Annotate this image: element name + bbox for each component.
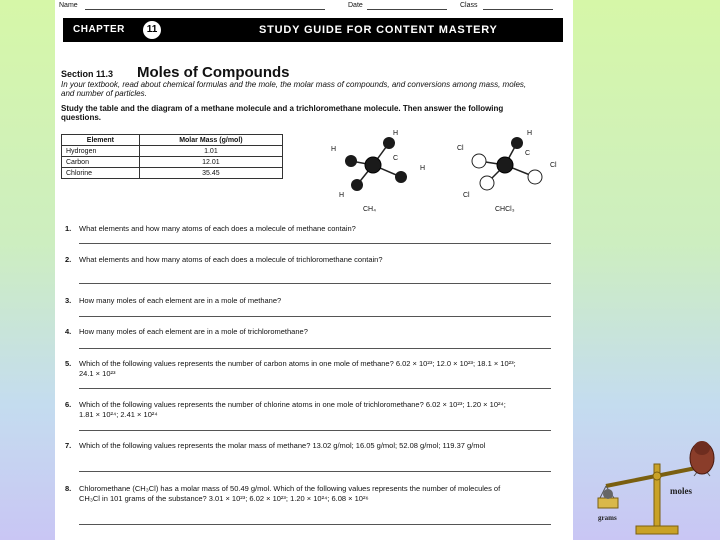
table-row [62,157,283,168]
chlorine-atom [528,170,542,184]
carbon-atom [365,157,381,173]
hydrogen-atom [511,137,523,149]
atom-label: Cl [463,192,470,199]
section-instructions: Study the table and the diagram of a methane molecule and a trichloromethane molecule. Then answer the following questions. [61,104,504,122]
class-line [483,9,553,10]
chapter-banner [63,18,563,42]
atom-label: C [393,155,399,162]
question-number: 1. [65,224,72,233]
table-cell-element: Hydrogen [62,146,140,157]
atom-label: Cl [457,145,464,152]
question-5 [65,359,535,379]
table-cell-element: Chlorine [62,168,140,179]
answer-line[interactable] [79,388,551,389]
hydrogen-atom [345,155,357,167]
chlorine-atom [472,154,486,168]
question-1 [65,224,535,234]
atom-label: H [339,192,345,199]
methane-caption: CH₄ [363,206,376,213]
class-label: Class [460,2,478,9]
table-cell-element: Carbon [62,157,140,168]
question-6 [65,400,535,420]
methane-molecule-diagram [317,125,437,215]
table-row [62,146,283,157]
question-text: Which of the following values represents the number of chlorine atoms in one mole of trichloromethane? 6.02 × 10²³; 1.20 × 10²⁴; 1.81 × 10²⁴; 2.41 × 10²⁴ [79,400,506,419]
question-text: Which of the following values represents the number of carbon atoms in one mole of methane? 6.02 × 10²³; 12.0 × 10²³; 18.1 × 10²³; 24.1 × 10²³ [79,359,516,378]
table-cell-molar-mass: 1.01 [139,146,282,157]
question-4 [65,327,535,337]
question-number: 8. [65,484,72,493]
question-text: What elements and how many atoms of each does a molecule of trichloromethane contain? [79,255,383,264]
chlorine-atom [480,176,494,190]
table-cell-molar-mass: 35.45 [139,168,282,179]
chapter-label: CHAPTER [73,24,125,35]
question-number: 6. [65,400,72,409]
name-line [85,9,325,10]
atom-label: Cl [550,162,557,169]
hydrogen-atom [383,137,395,149]
answer-line[interactable] [79,283,551,284]
section-title: Moles of Compounds [137,64,290,81]
molar-mass-table [61,134,283,179]
table-header-molar-mass: Molar Mass (g/mol) [139,135,282,146]
trichloromethane-molecule-diagram [447,125,572,215]
table-header-element: Element [62,135,140,146]
date-line [367,9,447,10]
question-3 [65,296,535,306]
moles-label: moles [670,486,692,496]
atom-label: C [525,150,531,157]
grams-weight-icon [603,489,613,499]
question-number: 5. [65,359,72,368]
question-text: What elements and how many atoms of each does a molecule of methane contain? [79,224,356,233]
question-number: 3. [65,296,72,305]
question-number: 2. [65,255,72,264]
atom-label: H [331,146,337,153]
hydrogen-atom [395,171,407,183]
answer-line[interactable] [79,524,551,525]
carbon-atom [497,157,513,173]
worksheet-page [55,0,573,540]
answer-line[interactable] [79,348,551,349]
answer-line[interactable] [79,316,551,317]
question-text: Chloromethane (CH₃Cl) has a molar mass of 50.49 g/mol. Which of the following values represents the number of molecules of CH₃Cl in 101 grams of the substance? 3.01 × 10²³; 6.02 × 10²³; 1.20 × 10²⁴; 6.08 × 10²⁶ [79,484,501,503]
answer-line[interactable] [79,471,551,472]
grams-label: grams [598,514,617,522]
question-8 [65,484,535,504]
chapter-number: 11 [143,21,161,39]
balance-scale-illustration [592,436,720,540]
question-2 [65,255,535,265]
question-text: How many moles of each element are in a mole of methane? [79,296,282,305]
table-header-row [62,135,283,146]
question-7 [65,441,535,451]
question-text: Which of the following values represents the molar mass of methane? 13.02 g/mol; 16.05 g/mol; 52.08 g/mol; 119.37 g/mol [79,441,486,450]
question-number: 7. [65,441,72,450]
atom-label: H [393,130,399,137]
trichloromethane-caption: CHCl₃ [495,206,515,213]
hydrogen-atom [351,179,363,191]
section-number: Section 11.3 [61,69,114,79]
question-number: 4. [65,327,72,336]
table-row [62,168,283,179]
name-label: Name [59,2,78,9]
section-intro: In your textbook, read about chemical formulas and the mole, the molar mass of compounds, and conversions among mass, moles, and number of particles. [61,80,527,98]
atom-label: H [527,130,533,137]
date-label: Date [348,2,363,9]
study-guide-title: STUDY GUIDE FOR CONTENT MASTERY [259,24,498,36]
answer-line[interactable] [79,243,551,244]
atom-label: H [420,165,426,172]
table-cell-molar-mass: 12.01 [139,157,282,168]
question-text: How many moles of each element are in a mole of trichloromethane? [79,327,308,336]
answer-line[interactable] [79,430,551,431]
